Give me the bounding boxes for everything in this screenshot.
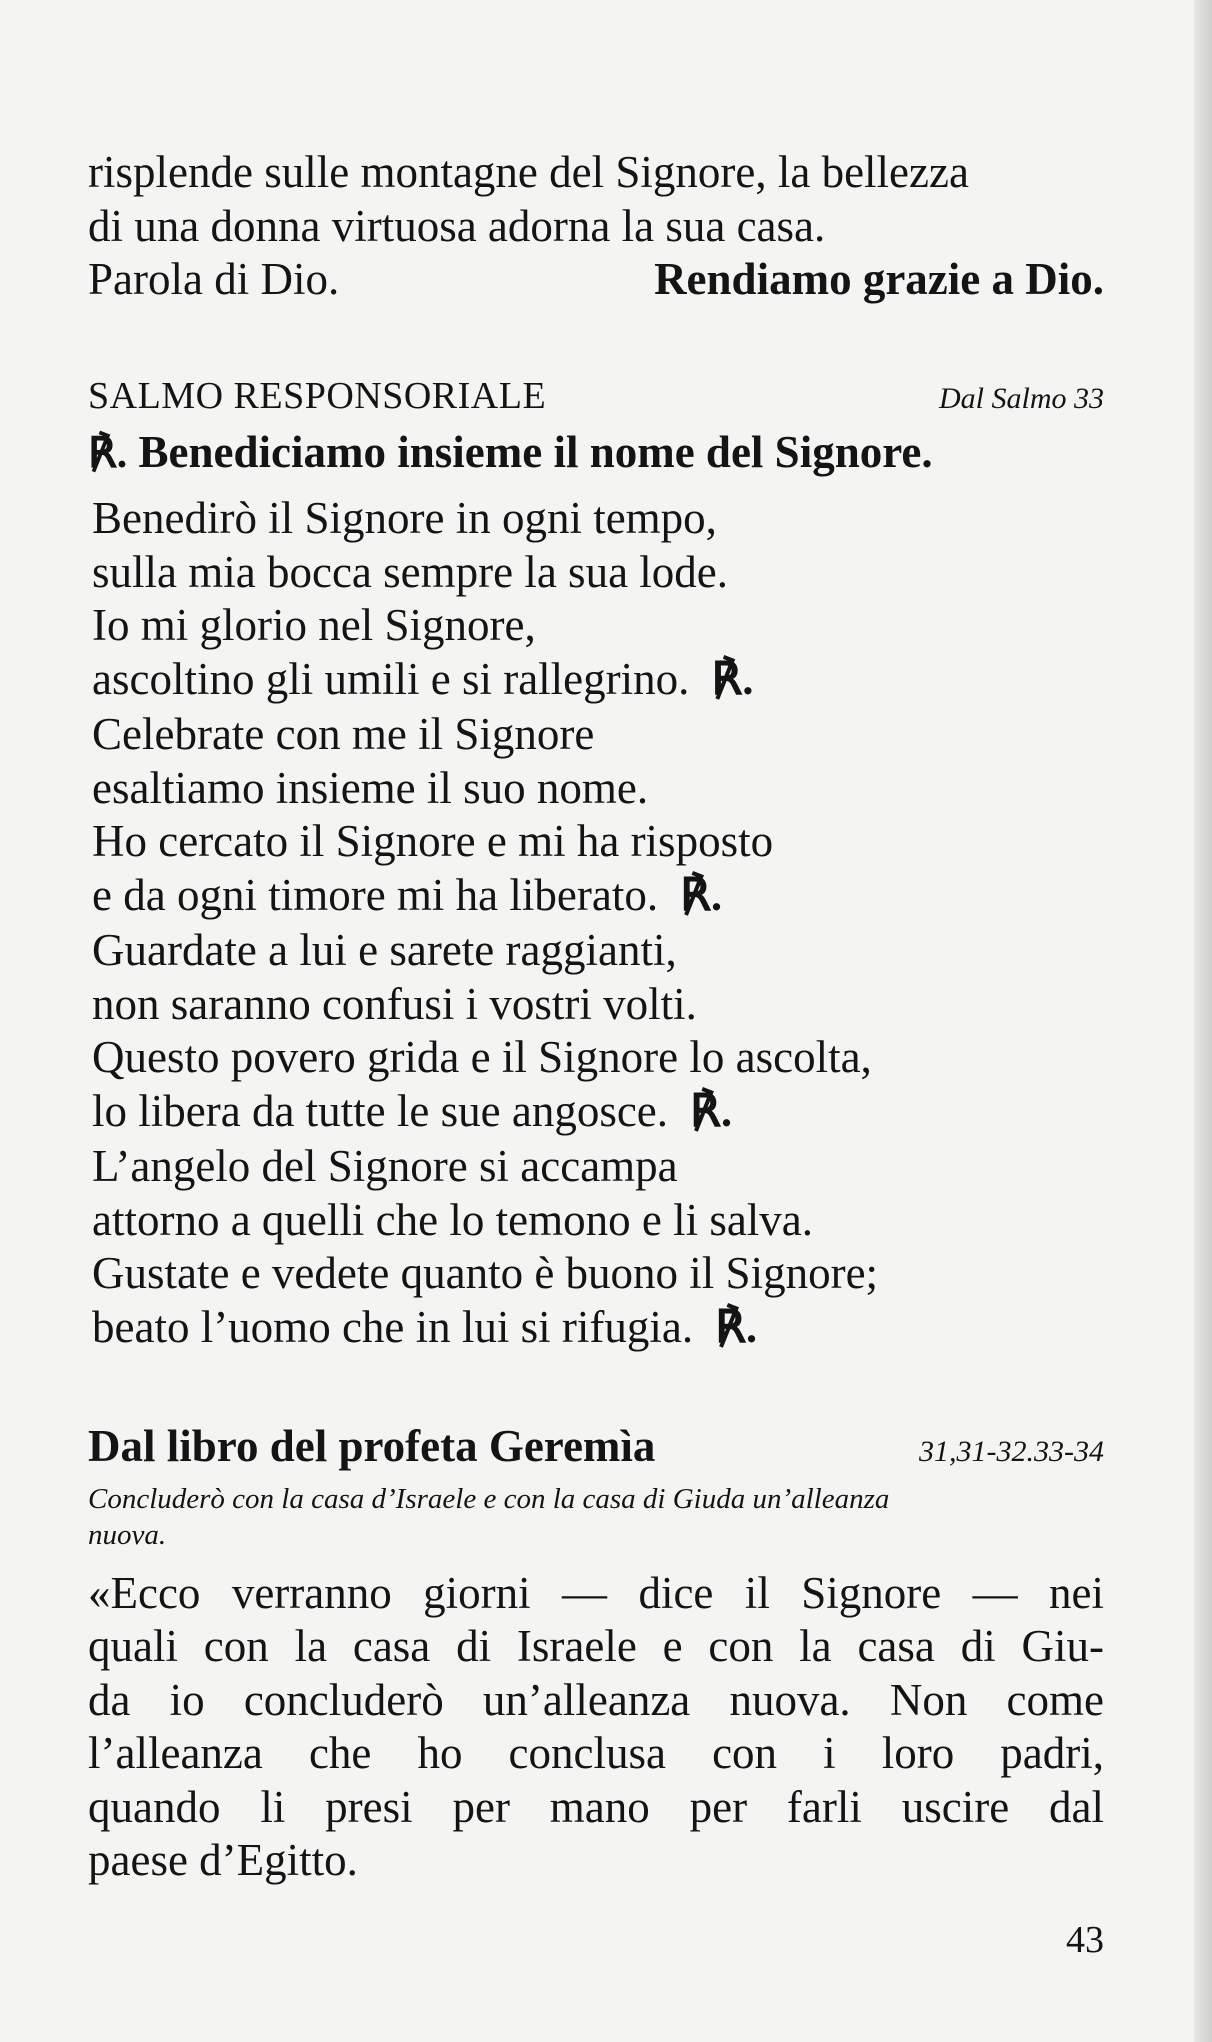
reading-line: «Ecco verranno giorni — dice il Signore — nei: [88, 1567, 1104, 1618]
psalm-verse: attorno a quelli che lo temono e li salva.: [92, 1194, 814, 1245]
psalm-verse: Celebrate con me il Signore: [92, 709, 595, 759]
summary-line: Concluderò con la casa d’Israele e con la casa di Giuda un’alleanza: [88, 1482, 890, 1515]
psalm-verse: Benedirò il Signore in ogni tempo,: [92, 493, 717, 543]
response-text: Benediciamo insieme il nome del Signore.: [138, 426, 933, 477]
reading-line: quando li presi per mano per farli uscire dal: [88, 1781, 1104, 1832]
psalm-verse: Gustate e vedete quanto è buono il Signore;: [92, 1248, 879, 1298]
response-mark: ℟.: [680, 869, 723, 920]
acclamation: [88, 253, 1104, 307]
reading-body: [88, 1567, 1104, 1888]
psalm-source: Dal Salmo 33: [939, 382, 1104, 415]
psalm-verse: sulla mia bocca sempre la sua lode.: [92, 546, 729, 597]
reading-reference: 31,31-32.33-34: [919, 1435, 1104, 1468]
text-line: risplende sulle montagne del Signore, la bellezza: [88, 147, 969, 197]
reading-title: Dal libro del profeta Geremìa: [88, 1421, 656, 1471]
psalm-verse: esaltiamo insieme il suo nome.: [92, 762, 649, 813]
page-number: 43: [1066, 1919, 1104, 1961]
psalm-heading: SALMO RESPONSORIALE: [88, 375, 547, 417]
verse-text: ascoltino gli umili e si rallegrino.: [92, 653, 690, 704]
reading-title-row: [88, 1420, 1104, 1479]
response-mark: ℟.: [690, 1085, 733, 1136]
psalm-verse: Questo povero grida e il Signore lo ascolta,: [92, 1032, 872, 1082]
page-edge-shadow: [1194, 0, 1212, 2042]
verse-text: lo libera da tutte le sue angosce.: [92, 1085, 669, 1136]
psalm-heading-row: [88, 370, 1104, 426]
psalm-verse: non saranno confusi i vostri volti.: [92, 978, 697, 1029]
psalm-verse-last: [92, 869, 1104, 923]
reading-summary: [88, 1481, 1104, 1553]
response-symbol: ℟.: [88, 430, 128, 477]
reading-line: quali con la casa di Israele e con la casa di Giu-: [88, 1621, 1104, 1671]
psalm-verse-last: [92, 1301, 1104, 1355]
psalm-verse: Guardate a lui e sarete raggianti,: [92, 925, 677, 975]
text-line: di una donna virtuosa adorna la sua casa.: [88, 200, 826, 251]
psalm-verse-last: [92, 653, 1104, 707]
psalm-response: [88, 426, 1104, 482]
response-mark: ℟.: [715, 1301, 758, 1352]
psalm-verse: L’angelo del Signore si accampa: [92, 1141, 678, 1191]
psalm-stanzas: [88, 492, 1104, 1354]
psalm-verse-last: [92, 1085, 1104, 1139]
verse-text: beato l’uomo che in lui si rifugia.: [92, 1301, 694, 1352]
second-reading: [88, 1420, 1104, 1888]
response-mark: ℟.: [711, 653, 754, 704]
acclamation-response: Rendiamo grazie a Dio.: [654, 254, 1104, 304]
opening-reading-end: [88, 146, 1104, 307]
acclamation-word-of-god: Parola di Dio.: [88, 254, 340, 304]
summary-line: nuova.: [88, 1518, 167, 1551]
reading-line: l’alleanza che ho conclusa con i loro padri,: [88, 1728, 1104, 1778]
reading-line-last: paese d’Egitto.: [88, 1835, 358, 1885]
psalm-verse: Ho cercato il Signore e mi ha risposto: [92, 816, 774, 866]
reading-line: da io concluderò un’alleanza nuova. Non come: [88, 1674, 1104, 1725]
psalm-verse: Io mi glorio nel Signore,: [92, 600, 536, 650]
psalm-header: [88, 370, 1104, 481]
verse-text: e da ogni timore mi ha liberato.: [92, 869, 659, 920]
